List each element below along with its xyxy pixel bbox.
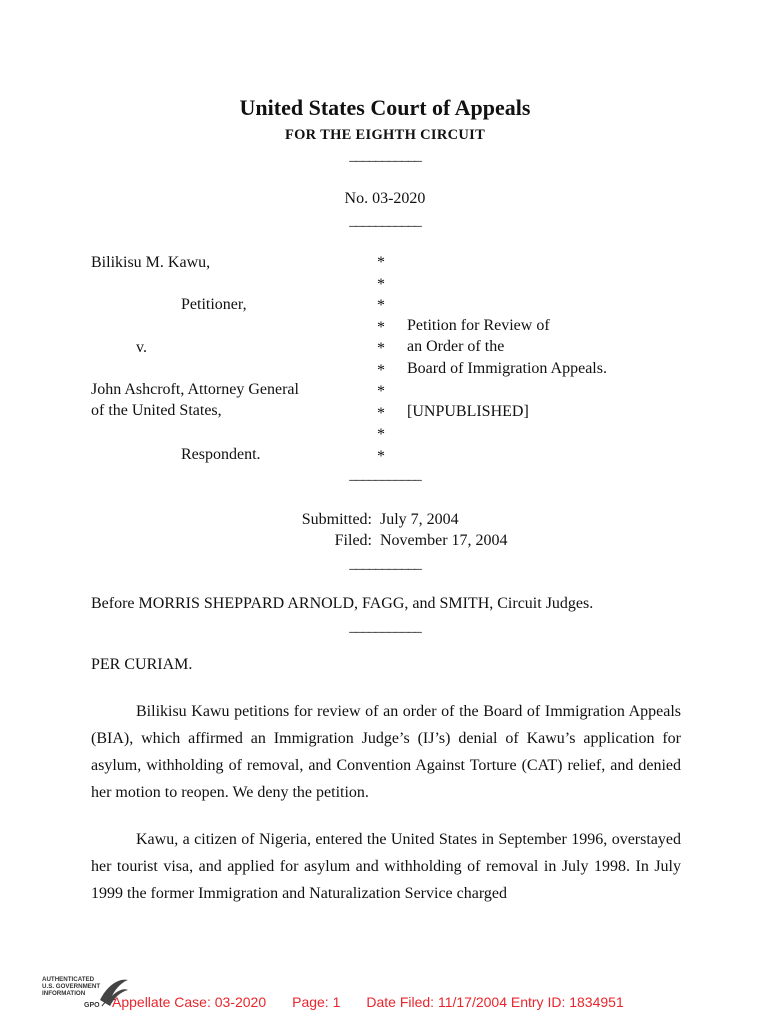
- circuit-name: FOR THE EIGHTH CIRCUIT: [284, 127, 486, 143]
- seal-gpo-text: GPO: [84, 1002, 100, 1009]
- petitioner-name: Bilikisu M. Kawu,: [91, 254, 211, 271]
- respondent-line-1: John Ashcroft, Attorney General: [91, 381, 299, 398]
- seal-text: U.S. GOVERNMENT: [42, 983, 101, 990]
- filed-date: November 17, 2004: [380, 532, 508, 549]
- per-curiam-heading: PER CURIAM.: [91, 656, 193, 673]
- review-line-3: Board of Immigration Appeals.: [407, 360, 607, 377]
- separator-rule: ___________: [349, 148, 421, 164]
- review-line-2: an Order of the: [407, 338, 505, 355]
- separator-rule: ___________: [349, 467, 421, 483]
- respondent-role: Respondent.: [181, 446, 261, 463]
- case-number: No. 03-2020: [344, 190, 426, 207]
- review-line-1: Petition for Review of: [407, 317, 550, 334]
- page-footer: [112, 994, 650, 1010]
- caption-star: *: [377, 383, 385, 400]
- submitted-label: Submitted:: [301, 511, 372, 528]
- caption-star: *: [377, 447, 385, 465]
- panel-judges: Before MORRIS SHEPPARD ARNOLD, FAGG, and SMITH, Circuit Judges.: [91, 595, 594, 612]
- respondent-line-2: of the United States,: [91, 402, 222, 419]
- separator-rule: ___________: [349, 213, 421, 229]
- unpublished-label: [UNPUBLISHED]: [407, 403, 529, 420]
- caption-star-column: [377, 252, 385, 467]
- separator-rule: ___________: [349, 556, 421, 572]
- caption-star: *: [377, 361, 385, 379]
- caption-star: *: [377, 297, 385, 314]
- footer-date-filed: Date Filed: 11/17/2004 Entry ID: 1834951: [366, 994, 624, 1010]
- versus: v.: [136, 339, 147, 356]
- opinion-paragraph: Bilikisu Kawu petitions for review of an order of the Board of Immigration Appeals (BIA), which affirmed an Immigration Judge’s (IJ’s) denial of Kawu’s application for asylum, withholding of removal, and Convention Against Torture (CAT) relief, and denied her motion to reopen. We deny the petition.: [91, 703, 681, 801]
- seal-text: INFORMATION: [42, 990, 86, 997]
- opinion-paragraph: Kawu, a citizen of Nigeria, entered the United States in September 1996, overstayed her tourist visa, and applied for asylum and withholding of removal in July 1998. In July 1999 the former Immigration and Naturalization Service charged: [91, 831, 681, 902]
- petitioner-role: Petitioner,: [181, 296, 247, 313]
- caption-star: *: [377, 404, 385, 422]
- filed-label: Filed:: [334, 532, 372, 549]
- seal-text: AUTHENTICATED: [42, 976, 95, 983]
- caption-star: *: [377, 426, 385, 443]
- caption-star: *: [377, 275, 385, 293]
- submitted-date: July 7, 2004: [380, 511, 459, 528]
- caption-star: *: [377, 318, 385, 336]
- separator-rule: ___________: [349, 619, 421, 635]
- footer-case: Appellate Case: 03-2020: [112, 994, 267, 1010]
- caption-star: *: [377, 254, 385, 271]
- footer-page: Page: 1: [292, 994, 341, 1010]
- caption-star: *: [377, 340, 385, 357]
- court-name: United States Court of Appeals: [239, 95, 531, 120]
